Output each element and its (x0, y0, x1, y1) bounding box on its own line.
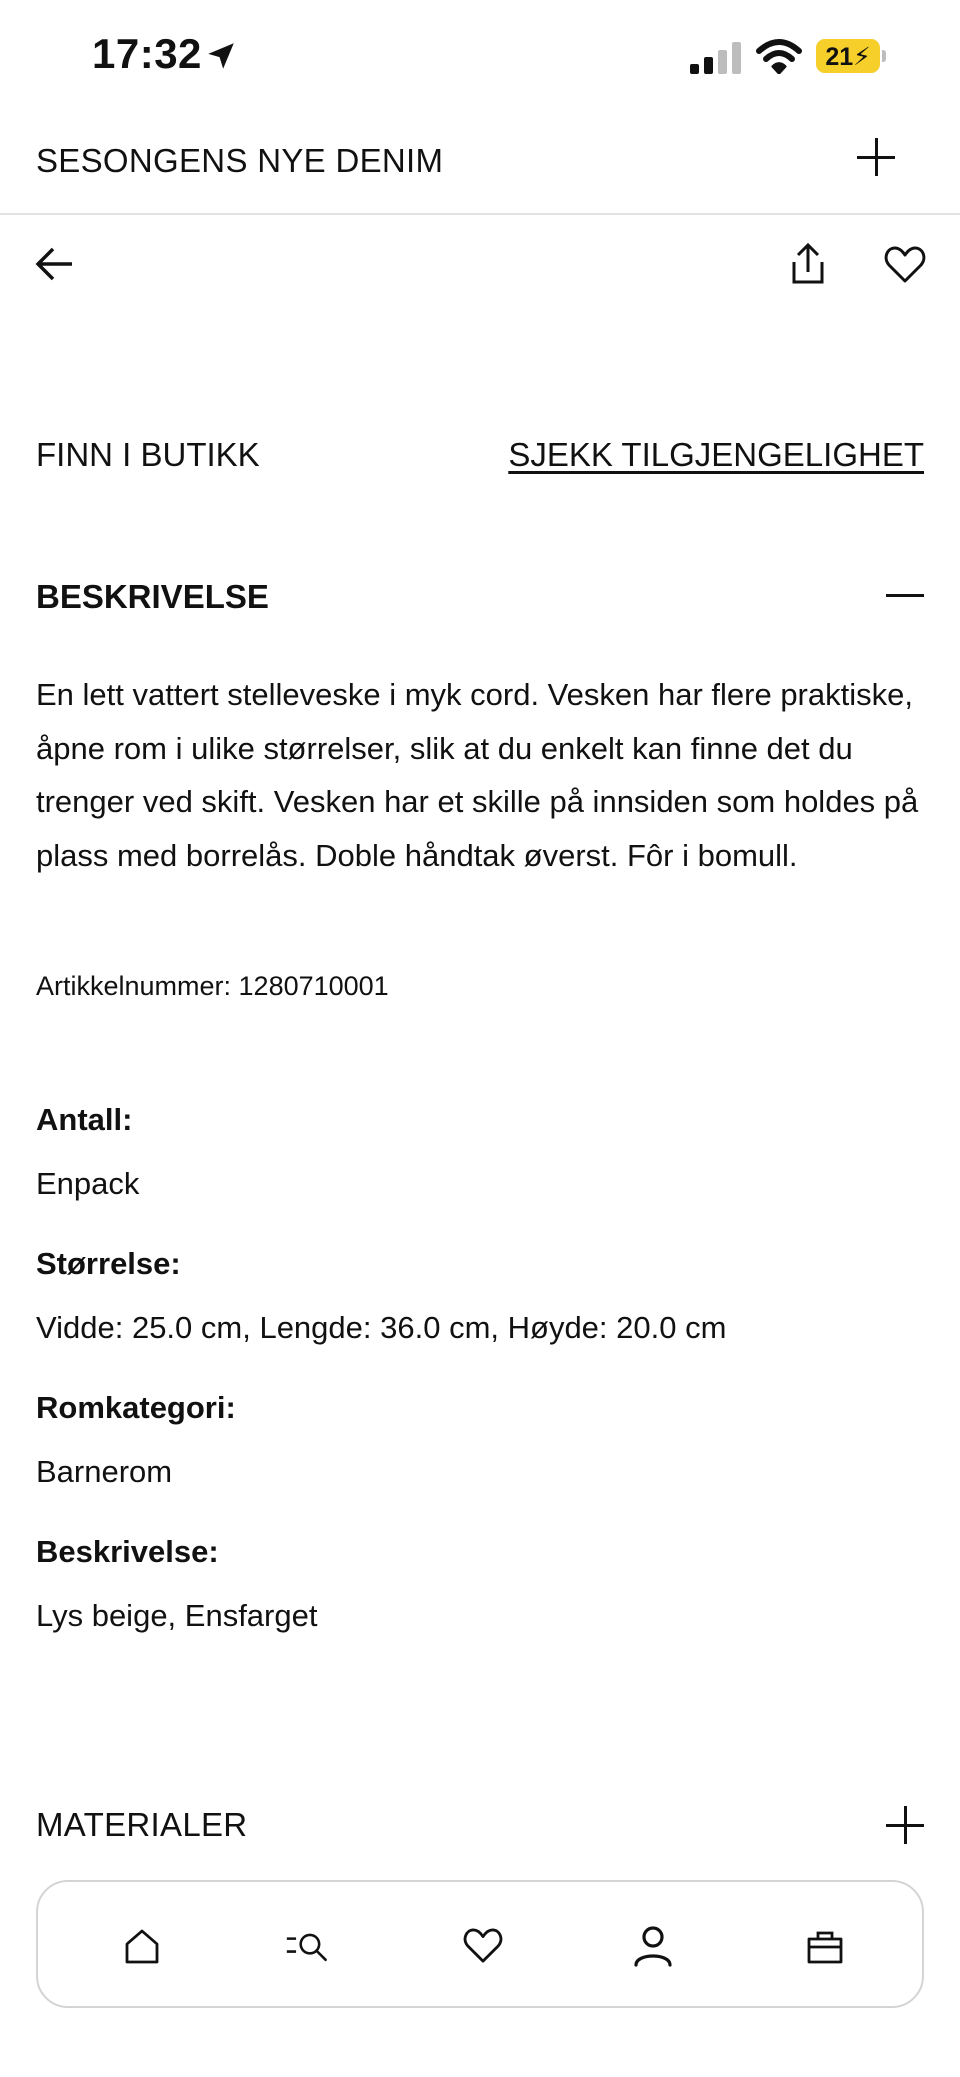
location-arrow-icon (204, 39, 238, 73)
promo-banner-text: SESONGENS NYE DENIM (36, 142, 444, 179)
attribute-value-description: Lys beige, Ensfarget (36, 1598, 318, 1633)
attribute-label-room-category: Romkategori: (36, 1390, 236, 1425)
bottom-navigation (36, 1880, 924, 2008)
attribute-label-description: Beskrivelse: (36, 1534, 219, 1569)
status-bar (0, 0, 960, 115)
attribute-label-size: Størrelse: (36, 1246, 181, 1281)
battery-level: 21⚡ (825, 43, 871, 71)
promo-banner[interactable] (0, 115, 960, 215)
article-number: Artikkelnummer: 1280710001 (36, 971, 389, 1001)
cellular-signal-icon (690, 42, 742, 74)
attribute-value-quantity: Enpack (36, 1166, 140, 1201)
description-heading[interactable]: BESKRIVELSE (36, 578, 269, 615)
description-text: En lett vattert stelleveske i myk cord. Vesken har flere praktiske, åpne rom i ulike størrelser, slik at du enkelt kan finne det du trenger ved skift. Vesken har et skille på innsiden som holdes på plass med borrelås. Doble håndtak øverst. Fôr i bomull. (36, 677, 919, 873)
bag-icon[interactable] (801, 1922, 849, 1970)
plus-icon[interactable] (886, 1806, 924, 1844)
attribute-value-size: Vidde: 25.0 cm, Lengde: 36.0 cm, Høyde: 20.0 cm (36, 1310, 727, 1345)
attribute-value-room-category: Barnerom (36, 1454, 173, 1489)
search-icon[interactable] (285, 1922, 333, 1970)
find-in-store-label: FINN I BUTIKK (36, 436, 260, 473)
wifi-icon (756, 38, 802, 74)
back-arrow-icon[interactable] (34, 244, 74, 284)
heart-icon[interactable] (884, 246, 926, 284)
status-time: 17:32 (92, 30, 202, 77)
materials-heading[interactable]: MATERIALER (36, 1806, 248, 1843)
attribute-label-quantity: Antall: (36, 1102, 133, 1137)
battery-charging-icon (816, 39, 886, 73)
account-icon[interactable] (629, 1922, 677, 1970)
minus-icon[interactable] (886, 594, 924, 597)
check-availability-link[interactable]: SJEKK TILGJENGELIGHET (508, 436, 924, 473)
heart-icon[interactable] (459, 1922, 507, 1970)
store-row (36, 432, 924, 482)
share-icon[interactable] (786, 242, 830, 286)
plus-icon[interactable] (857, 138, 895, 176)
home-icon[interactable] (118, 1922, 166, 1970)
